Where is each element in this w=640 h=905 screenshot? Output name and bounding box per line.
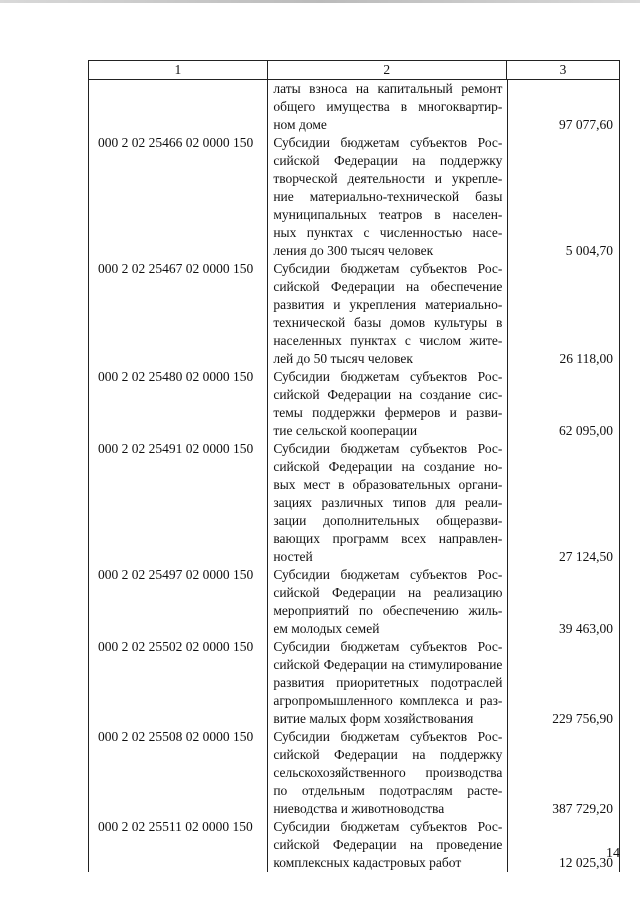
amount: 26 118,00 <box>559 351 613 366</box>
amount: 12 025,30 <box>559 855 613 870</box>
description-line: мероприятий по обеспечению жиль- <box>273 603 503 618</box>
amount: 62 095,00 <box>559 423 613 438</box>
description-line: сийской Федерации на поддержку <box>273 747 503 762</box>
description <box>267 80 506 134</box>
table-row <box>89 728 619 818</box>
header-col-3: 3 <box>559 62 567 77</box>
description-line: сийской Федерации на поддержку <box>273 153 503 168</box>
description-line: сийской Федерации на проведение <box>273 837 503 852</box>
budget-table <box>88 60 620 872</box>
budget-code: 000 2 02 25497 02 0000 150 <box>98 567 254 582</box>
description-line: ниеводства и животноводства <box>273 801 445 816</box>
table-row <box>89 134 619 260</box>
description <box>267 728 506 818</box>
description-line: Субсидии бюджетам субъектов Рос- <box>273 819 503 834</box>
description-line: лей до 50 тысяч человек <box>273 351 413 366</box>
description-line: агропромышленного комплекса и раз- <box>273 693 503 708</box>
amount: 39 463,00 <box>559 621 613 636</box>
description-line: тие сельской кооперации <box>273 423 418 438</box>
budget-code: 000 2 02 25491 02 0000 150 <box>98 441 254 456</box>
header-col-2: 2 <box>268 61 507 79</box>
budget-code: 000 2 02 25466 02 0000 150 <box>98 135 254 150</box>
description-line: латы взноса на капитальный ремонт <box>273 81 503 96</box>
page-number: 14 <box>606 846 620 861</box>
scan-top-edge <box>0 0 640 3</box>
description <box>267 134 506 260</box>
column-divider-1 <box>267 80 268 872</box>
description-line: ностей <box>273 549 313 564</box>
description-line: вых мест в образовательных органи- <box>273 477 503 492</box>
budget-code: 000 2 02 25480 02 0000 150 <box>98 369 254 384</box>
description-line: муниципальных театров в населен- <box>273 207 503 222</box>
description-line: ем молодых семей <box>273 621 380 636</box>
description-line: вающих программ всех направлен- <box>273 531 503 546</box>
table-row <box>89 80 619 134</box>
description-line: ном доме <box>273 117 327 132</box>
description-line: комплексных кадастровых работ <box>273 855 462 870</box>
description-line: технической базы домов культуры в <box>273 315 503 330</box>
table-row <box>89 566 619 638</box>
description-line: Субсидии бюджетам субъектов Рос- <box>273 441 503 456</box>
amount: 387 729,20 <box>552 801 613 816</box>
description-line: темы поддержки фермеров и разви- <box>273 405 503 420</box>
header-col-1: 1 <box>89 61 268 79</box>
description-line: витие малых форм хозяйствования <box>273 711 474 726</box>
budget-code: 000 2 02 25467 02 0000 150 <box>98 261 254 276</box>
description <box>267 440 506 566</box>
description-line: сийской Федерации на стимулирование <box>273 657 503 672</box>
description <box>267 260 506 368</box>
description-line: населенных пунктах с числом жите- <box>273 333 503 348</box>
amount: 27 124,50 <box>559 549 613 564</box>
description-line: сийской Федерации на создание но- <box>273 459 503 474</box>
description-line: Субсидии бюджетам субъектов Рос- <box>273 639 503 654</box>
description-line: ления до 300 тысяч человек <box>273 243 434 258</box>
description-line: Субсидии бюджетам субъектов Рос- <box>273 567 503 582</box>
table-body <box>88 80 620 872</box>
table-row <box>89 368 619 440</box>
description <box>267 818 506 872</box>
description <box>267 566 506 638</box>
description-line: общего имущества в многоквартир- <box>273 99 503 114</box>
description-line: зациях различных типов для реали- <box>273 495 503 510</box>
amount: 97 077,60 <box>559 117 613 132</box>
column-divider-2 <box>507 80 508 872</box>
table-row <box>89 638 619 728</box>
description-line: сийской Федерации на создание сис- <box>273 387 503 402</box>
description-line: развития и укрепления материально- <box>273 297 503 312</box>
budget-code: 000 2 02 25502 02 0000 150 <box>98 639 254 654</box>
table-row <box>89 818 619 872</box>
amount: 229 756,90 <box>552 711 613 726</box>
description-line: ных пунктах с численностью насе- <box>273 225 503 240</box>
description-line: зации дополнительных общеразви- <box>273 513 503 528</box>
description-line: Субсидии бюджетам субъектов Рос- <box>273 261 503 276</box>
budget-code: 000 2 02 25511 02 0000 150 <box>98 819 253 834</box>
description-line: Субсидии бюджетам субъектов Рос- <box>273 369 503 384</box>
description-line: по отдельным подотраслям расте- <box>273 783 503 798</box>
description-line: сийской Федерации на реализацию <box>273 585 503 600</box>
description <box>267 368 506 440</box>
table-row <box>89 260 619 368</box>
budget-code <box>89 80 267 134</box>
description-line: Субсидии бюджетам субъектов Рос- <box>273 135 503 150</box>
budget-code: 000 2 02 25508 02 0000 150 <box>98 729 254 744</box>
table-header-row <box>88 60 620 80</box>
description-line: сельскохозяйственного производства <box>273 765 503 780</box>
description-line: Субсидии бюджетам субъектов Рос- <box>273 729 503 744</box>
description-line: сийской Федерации на обеспечение <box>273 279 503 294</box>
amount: 5 004,70 <box>565 243 613 258</box>
description-line: ние материально-технической базы <box>273 189 503 204</box>
description-line: развития приоритетных подотраслей <box>273 675 503 690</box>
description <box>267 638 506 728</box>
table-row <box>89 440 619 566</box>
description-line: творческой деятельности и укрепле- <box>273 171 503 186</box>
